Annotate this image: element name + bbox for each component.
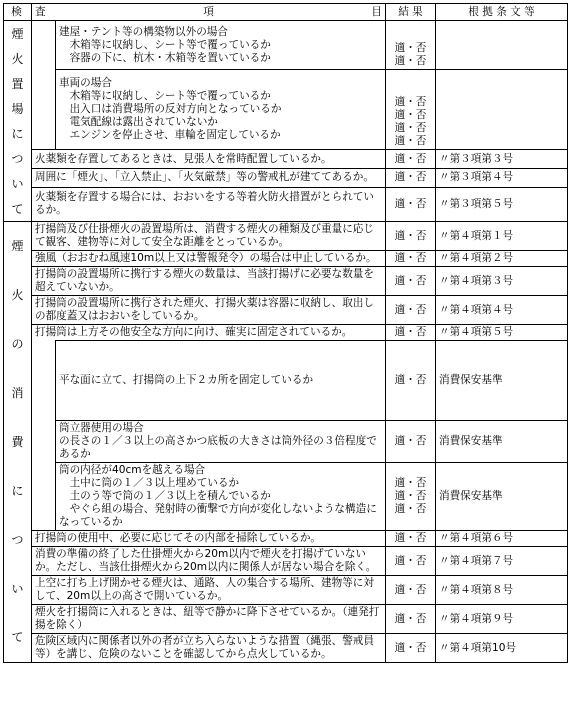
basis-cell: 〃第４項第10号 (436, 634, 568, 663)
item-text: 強風（おおむね風速10m以上又は警報発令）の場合は中止しているか。 (32, 251, 386, 267)
inspection-sheet (3, 3, 567, 663)
basis-cell: 〃第４項第４号 (436, 296, 568, 325)
item-text: 打揚筒の使用中、必要に応じてその内部を掃除しているか。 (32, 531, 386, 547)
result-cell[interactable]: 適・否 (386, 251, 436, 267)
item-text: 周囲に「煙火」、「立入禁止」、「火気厳禁」等の警戒札が建ててあるか。 (32, 169, 386, 188)
row-r2 (4, 70, 568, 150)
row-r3 (4, 150, 568, 169)
item-text: 平な面に立て、打揚筒の上下２カ所を固定しているか (56, 341, 386, 421)
header-category: 検 (4, 4, 32, 21)
result-cell[interactable]: 適・否 適・否 (386, 21, 436, 70)
item-text: 火薬類を存置してあるときは、見張人を常時配置しているか。 (32, 150, 386, 169)
result-cell[interactable]: 適・否 (386, 222, 436, 251)
result-cell[interactable]: 適・否 (386, 341, 436, 421)
row-r8 (4, 267, 568, 296)
category-storage: 煙 火 置 場 に つ い て (4, 21, 32, 222)
basis-cell: 〃第４項第２号 (436, 251, 568, 267)
basis-cell: 消費保安基準 (436, 463, 568, 531)
row-r11 (4, 341, 568, 421)
basis-cell: 〃第４項第１号 (436, 222, 568, 251)
item-text: 打揚筒及び仕掛煙火の設置場所は、消費する煙火の種類及び重量に応じて観客、建物等に対して安全な距離をとっているか。 (32, 222, 386, 251)
item-text: 車両の場合 木箱等に収納し、シート等で覆っているか 出入口は消費場所の反対方向となっているか 電気配線は露出されていないか エンジンを停止させ、車輪を固定しているか (56, 70, 386, 150)
result-cell[interactable]: 適・否 (386, 547, 436, 576)
result-cell[interactable]: 適・否 (386, 296, 436, 325)
category-consumption: 煙 火 の 消 費 に つ い て (4, 222, 32, 663)
item-text: 建屋・テント等の構築物以外の場合 木箱等に収納し、シート等で覆っているか 容器の下に、杭木・木箱等を置いているか (56, 21, 386, 70)
result-cell[interactable]: 適・否 (386, 605, 436, 634)
result-cell[interactable]: 適・否 (386, 187, 436, 221)
item-text: 煙火を打揚筒に入れるときは、紐等で静かに降下させているか。（連発打揚を除く） (32, 605, 386, 634)
basis-cell: 〃第４項第３号 (436, 267, 568, 296)
result-cell[interactable]: 適・否 (386, 267, 436, 296)
result-cell[interactable]: 適・否 適・否 適・否 適・否 (386, 70, 436, 150)
result-cell[interactable]: 適・否 (386, 325, 436, 341)
item-text: 上空に打ち上げ開かせる煙火は、通路、人の集合する場所、建物等に対して、20m以上の高さで開いているか。 (32, 576, 386, 605)
row-r4 (4, 169, 568, 188)
row-r7 (4, 251, 568, 267)
row-r13 (4, 463, 568, 531)
row-r17 (4, 605, 568, 634)
row-r15 (4, 547, 568, 576)
header-item: 査 項 目 (32, 4, 386, 21)
row-r5 (4, 187, 568, 221)
item-text: 火薬類を存置する場合には、おおいをする等着火防火措置がとられているか。 (32, 187, 386, 221)
header-basis: 根 拠 条 文 等 (436, 4, 568, 21)
inspection-table (3, 3, 568, 663)
basis-cell: 〃第３項第４号 (436, 169, 568, 188)
result-cell[interactable]: 適・否 (386, 421, 436, 463)
basis-cell (436, 70, 568, 150)
row-r1 (4, 21, 568, 70)
row-r9 (4, 296, 568, 325)
result-cell[interactable]: 適・否 (386, 634, 436, 663)
basis-cell: 消費保安基準 (436, 421, 568, 463)
row-r14 (4, 531, 568, 547)
basis-cell: 〃第４項第９号 (436, 605, 568, 634)
row-r12 (4, 421, 568, 463)
basis-cell: 〃第４項第８号 (436, 576, 568, 605)
basis-cell (436, 21, 568, 70)
basis-cell: 〃第４項第５号 (436, 325, 568, 341)
item-text: 危険区域内に関係者以外の者が立ち入らないような措置（縄張、警戒員等）を講じ、危険のないことを確認してから点火しているか。 (32, 634, 386, 663)
row-r18 (4, 634, 568, 663)
result-cell[interactable]: 適・否 適・否 適・否 (386, 463, 436, 531)
item-text: 打揚筒は上方その他安全な方向に向け、確実に固定されているか。 (32, 325, 386, 341)
item-text: 打揚筒の設置場所に携行された煙火、打揚火薬は容器に収納し、取出しの都度蓋又はおおいをしているか。 (32, 296, 386, 325)
row-r6 (4, 222, 568, 251)
item-text: 筒立器使用の場合 の長さの１／３以上の高さかつ底板の大きさは筒外径の３倍程度であるか (56, 421, 386, 463)
basis-cell: 〃第３項第３号 (436, 150, 568, 169)
header-row (4, 4, 568, 21)
item-text: 打揚筒の設置場所に携行する煙火の数量は、当該打揚げに必要な数量を超えていないか。 (32, 267, 386, 296)
basis-cell: 〃第４項第７号 (436, 547, 568, 576)
item-text: 筒の内径が40cmを越える場合 土中に筒の１／３以上埋めているか 土のう等で筒の１／３以上を積んでいるか やぐら組の場合、発射時の衝撃で方向が変化しないような構造になっているか (56, 463, 386, 531)
row-r10 (4, 325, 568, 341)
result-cell[interactable]: 適・否 (386, 531, 436, 547)
result-cell[interactable]: 適・否 (386, 576, 436, 605)
item-text: 消費の準備の終了した仕掛煙火から20m以内で煙火を打揚げていないか。ただし、当該仕掛煙火から20m以内に関係人が居ない場合を除く。 (32, 547, 386, 576)
header-result: 結 果 (386, 4, 436, 21)
result-cell[interactable]: 適・否 (386, 150, 436, 169)
basis-cell: 消費保安基準 (436, 341, 568, 421)
row-r16 (4, 576, 568, 605)
result-cell[interactable]: 適・否 (386, 169, 436, 188)
basis-cell: 〃第４項第６号 (436, 531, 568, 547)
basis-cell: 〃第３項第５号 (436, 187, 568, 221)
